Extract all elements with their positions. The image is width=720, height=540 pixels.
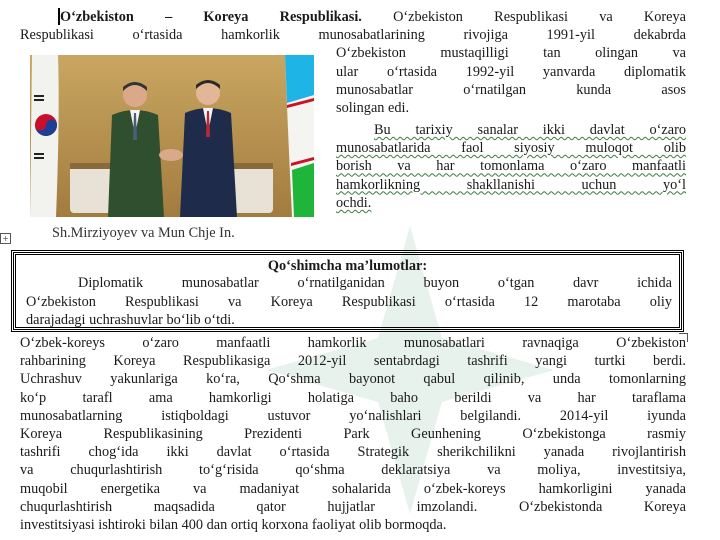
- leaders-photo[interactable]: [30, 55, 314, 217]
- intro-paragraph[interactable]: O‘zbekiston – Koreya Respublikasi. O‘zbekiston Respublikasi va Koreya Respublikasi o‘rtasida hamkorlik munosabatlarining rivojiga 1991-yil dekabrda: [20, 9, 687, 44]
- second-paragraph[interactable]: Bu tarixiy sanalar ikki davlat o‘zaro munosabatlarida faol siyosiy muloqot olib borish va har tomonlama o‘zaro manfaatli hamkorlikning shakllanishi uchun yo‘l ochdi.: [336, 122, 686, 211]
- intro-continued[interactable]: O‘zbekiston mustaqilligi tan olingan va ular o‘rtasida 1992-yil yanvarda diplomatik munosabatlar o‘rnatilgan kunda asos solingan edi.: [336, 45, 686, 116]
- infobox-text: Diplomatik munosabatlar o‘rnatilganidan buyon o‘tgan davr ichida O‘zbekiston Respublikasi va Koreya Respublikasi o‘rtasida 12 marotaba oliy darajadagi uchrashuvlar bo‘lib o‘tdi.: [26, 275, 672, 329]
- korea-flag: [30, 55, 59, 217]
- additional-info-box[interactable]: [13, 252, 682, 330]
- infobox-title: Qo‘shimcha ma’lumotlar:: [267, 258, 428, 274]
- photo-illustration: [30, 55, 314, 217]
- main-paragraph[interactable]: O‘zbek-koreys o‘zaro manfaatli hamkorlik munosabatlari ravnaqiga O‘zbekiston rahbarining Koreya Respublikasiga 2012-yil sentabrdagi tashrifi yangi turtki berdi. Uchrashuv yakunlariga ko‘ra, Qo‘shma bayonot qabul qilinib, unda tomonlarning ko‘p tarafl ama hamkorligi holatiga baho berildi va har taraflama munosabatlarning istiqboldagi ustuvor yo‘nalishlari belgilandi. 2014-yil iyunda Koreya Respublikasining Prezidenti Park Geunhening O‘zbekistonga rasmiy tashrifi chog‘ida ikki davlat o‘rtasida Strategik sherikchilikni yanada rivojlantirish va chuqurlashtirish to‘g‘risida qo‘shma deklaratsiya va moliya, investitsiya, muqobil energetika va madaniyat sohalarida o‘zbek-koreys hamkorligini yanada chuqurlashtirish maqsadida qator hujjatlar imzolandi. O‘zbekistonda Koreya investitsiyasi ishtiroki bilan 400 dan ortiq korxona faoliyat olib bormoqda.: [20, 335, 686, 534]
- intro-heading: O‘zbekiston – Koreya Respublikasi.: [60, 9, 362, 25]
- table-move-handle-icon[interactable]: +: [0, 233, 11, 244]
- photo-caption: Sh.Mirziyoyev va Mun Chje In.: [52, 225, 235, 241]
- intro-line-2: Respublikasi o‘rtasida hamkorlik munosabatlarining rivojiga 1991-yil dekabrda: [20, 27, 686, 44]
